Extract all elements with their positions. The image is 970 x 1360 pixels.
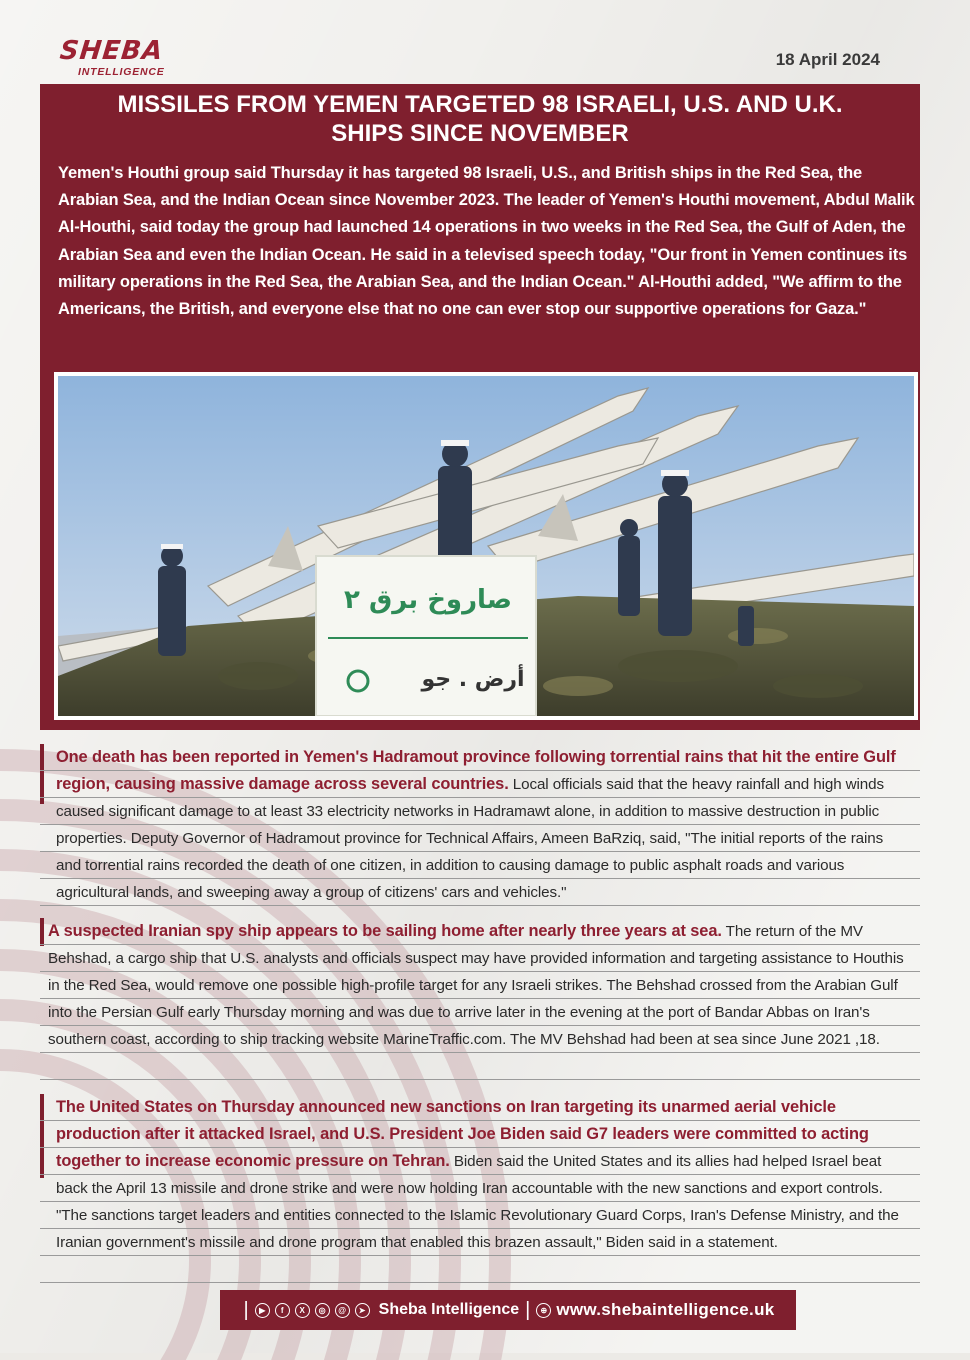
headline <box>40 84 920 154</box>
youtube-icon[interactable]: ▶ <box>255 1303 270 1318</box>
instagram-icon[interactable]: ◎ <box>315 1303 330 1318</box>
article-body: Local officials said that the heavy rainfall and high winds caused significant damage to at least 33 electricity networks in Hadramawt alone, in addition to massive destruction in public properties. Deputy Governor of Hadramout province for Technical Affairs, Ameen BaRziq, said, "The initial reports of the rains and torrential rains recorded the death of one citizen, in addition to causing damage to public asphalt roads and various agricultural lands, and sweeping away a group of citizens' cars and vehicles." <box>56 776 884 901</box>
facebook-icon[interactable]: f <box>275 1303 290 1318</box>
sign-title: صاروخ برق ٢ <box>344 585 512 615</box>
separator: | <box>243 1298 249 1321</box>
article-text <box>40 918 920 1053</box>
logo-sub: INTELLIGENCE <box>78 66 165 78</box>
x-icon[interactable]: X <box>295 1303 310 1318</box>
sign-footer: أرض . جو <box>421 667 525 692</box>
article-highlight: A suspected Iranian spy ship appears to be sailing home after nearly three years at sea. <box>48 922 722 940</box>
article-highlight: The United States on Thursday announced new sanctions on Iran targeting its unarmed aerial vehicle production after it attacked Israel, and U.S. President Joe Biden said G7 leaders were committed to acting together to increase economic pressure on Tehran. <box>56 1098 869 1170</box>
article-body: Biden said the United States and its allies had helped Israel beat back the April 13 missile and drone strike and were now holding Iran accountable with the new sanctions and export controls. "The sanctions target leaders and entities connected to the Islamic Revolutionary Guard Corps, Iran's Defense Ministry, and the Iranian government's missile and drone program that enabled this brazen assault," Biden said in a statement. <box>56 1153 899 1251</box>
footer-bar <box>220 1290 796 1330</box>
article-hadramout <box>40 744 920 912</box>
article-spy-ship <box>40 918 920 1086</box>
globe-icon: ⊕ <box>536 1303 551 1318</box>
rule-line <box>40 1079 920 1080</box>
headline-line-2: SHIPS SINCE NOVEMBER <box>331 120 629 147</box>
article-sanctions <box>40 1094 920 1284</box>
article-highlight: One death has been reported in Yemen's Hadramout province following torrential rains that hit the entire Gulf region, causing massive damage across several countries. <box>56 748 896 793</box>
rule-line <box>40 1282 920 1283</box>
headline-line-1: MISSILES FROM YEMEN TARGETED 98 ISRAELI, U.S. AND U.K. <box>117 91 843 118</box>
lead-paragraph: Yemen's Houthi group said Thursday it has targeted 98 Israeli, U.S., and British ships in the Red Sea, the Arabian Sea, and the Indian Ocean since November 2023. The leader of Yemen's Houthi movement, Abdul Malik Al-Houthi, said today the group had launched 14 operations in two weeks in the Red Sea, the Gulf of Aden, the Arabian Sea and even the Indian Ocean. He said in a televised speech today, "Our front in Yemen continues its military operations in the Red Sea, the Arabian Sea, and the Indian Ocean." Al-Houthi added, "We affirm to the Americans, the British, and everyone else that no one can ever stop our supportive operations for Gaza." <box>58 164 915 319</box>
article-body: The return of the MV Behshad, a cargo ship that U.S. analysts and officials suspect may have provided information and targeting assistance to Houthis in the Red Sea, would remove one possible high-profile target for any Israeli strikes. The Behshad crossed from the Arabian Gulf into the Persian Gulf early Thursday morning and was due to arrive later in the evening at the port of Bandar Abbas on Iran's southern coast, according to ship tracking website MarineTraffic.com. The MV Behshad had been at sea since June 2021 ,18. <box>48 923 904 1048</box>
article-text <box>40 744 920 906</box>
threads-icon[interactable]: @ <box>335 1303 350 1318</box>
footer-website[interactable]: www.shebaintelligence.uk <box>556 1300 775 1319</box>
separator: | <box>525 1298 531 1321</box>
logo-main: SHEBA <box>58 36 165 66</box>
telegram-icon[interactable]: ➤ <box>355 1303 370 1318</box>
missile-parade-photo <box>54 372 918 720</box>
footer-name[interactable]: Sheba Intelligence <box>378 1301 520 1318</box>
issue-date: 18 April 2024 <box>775 50 880 69</box>
photo-illustration <box>58 376 914 716</box>
sheba-logo <box>60 38 180 80</box>
article-text <box>40 1094 920 1256</box>
